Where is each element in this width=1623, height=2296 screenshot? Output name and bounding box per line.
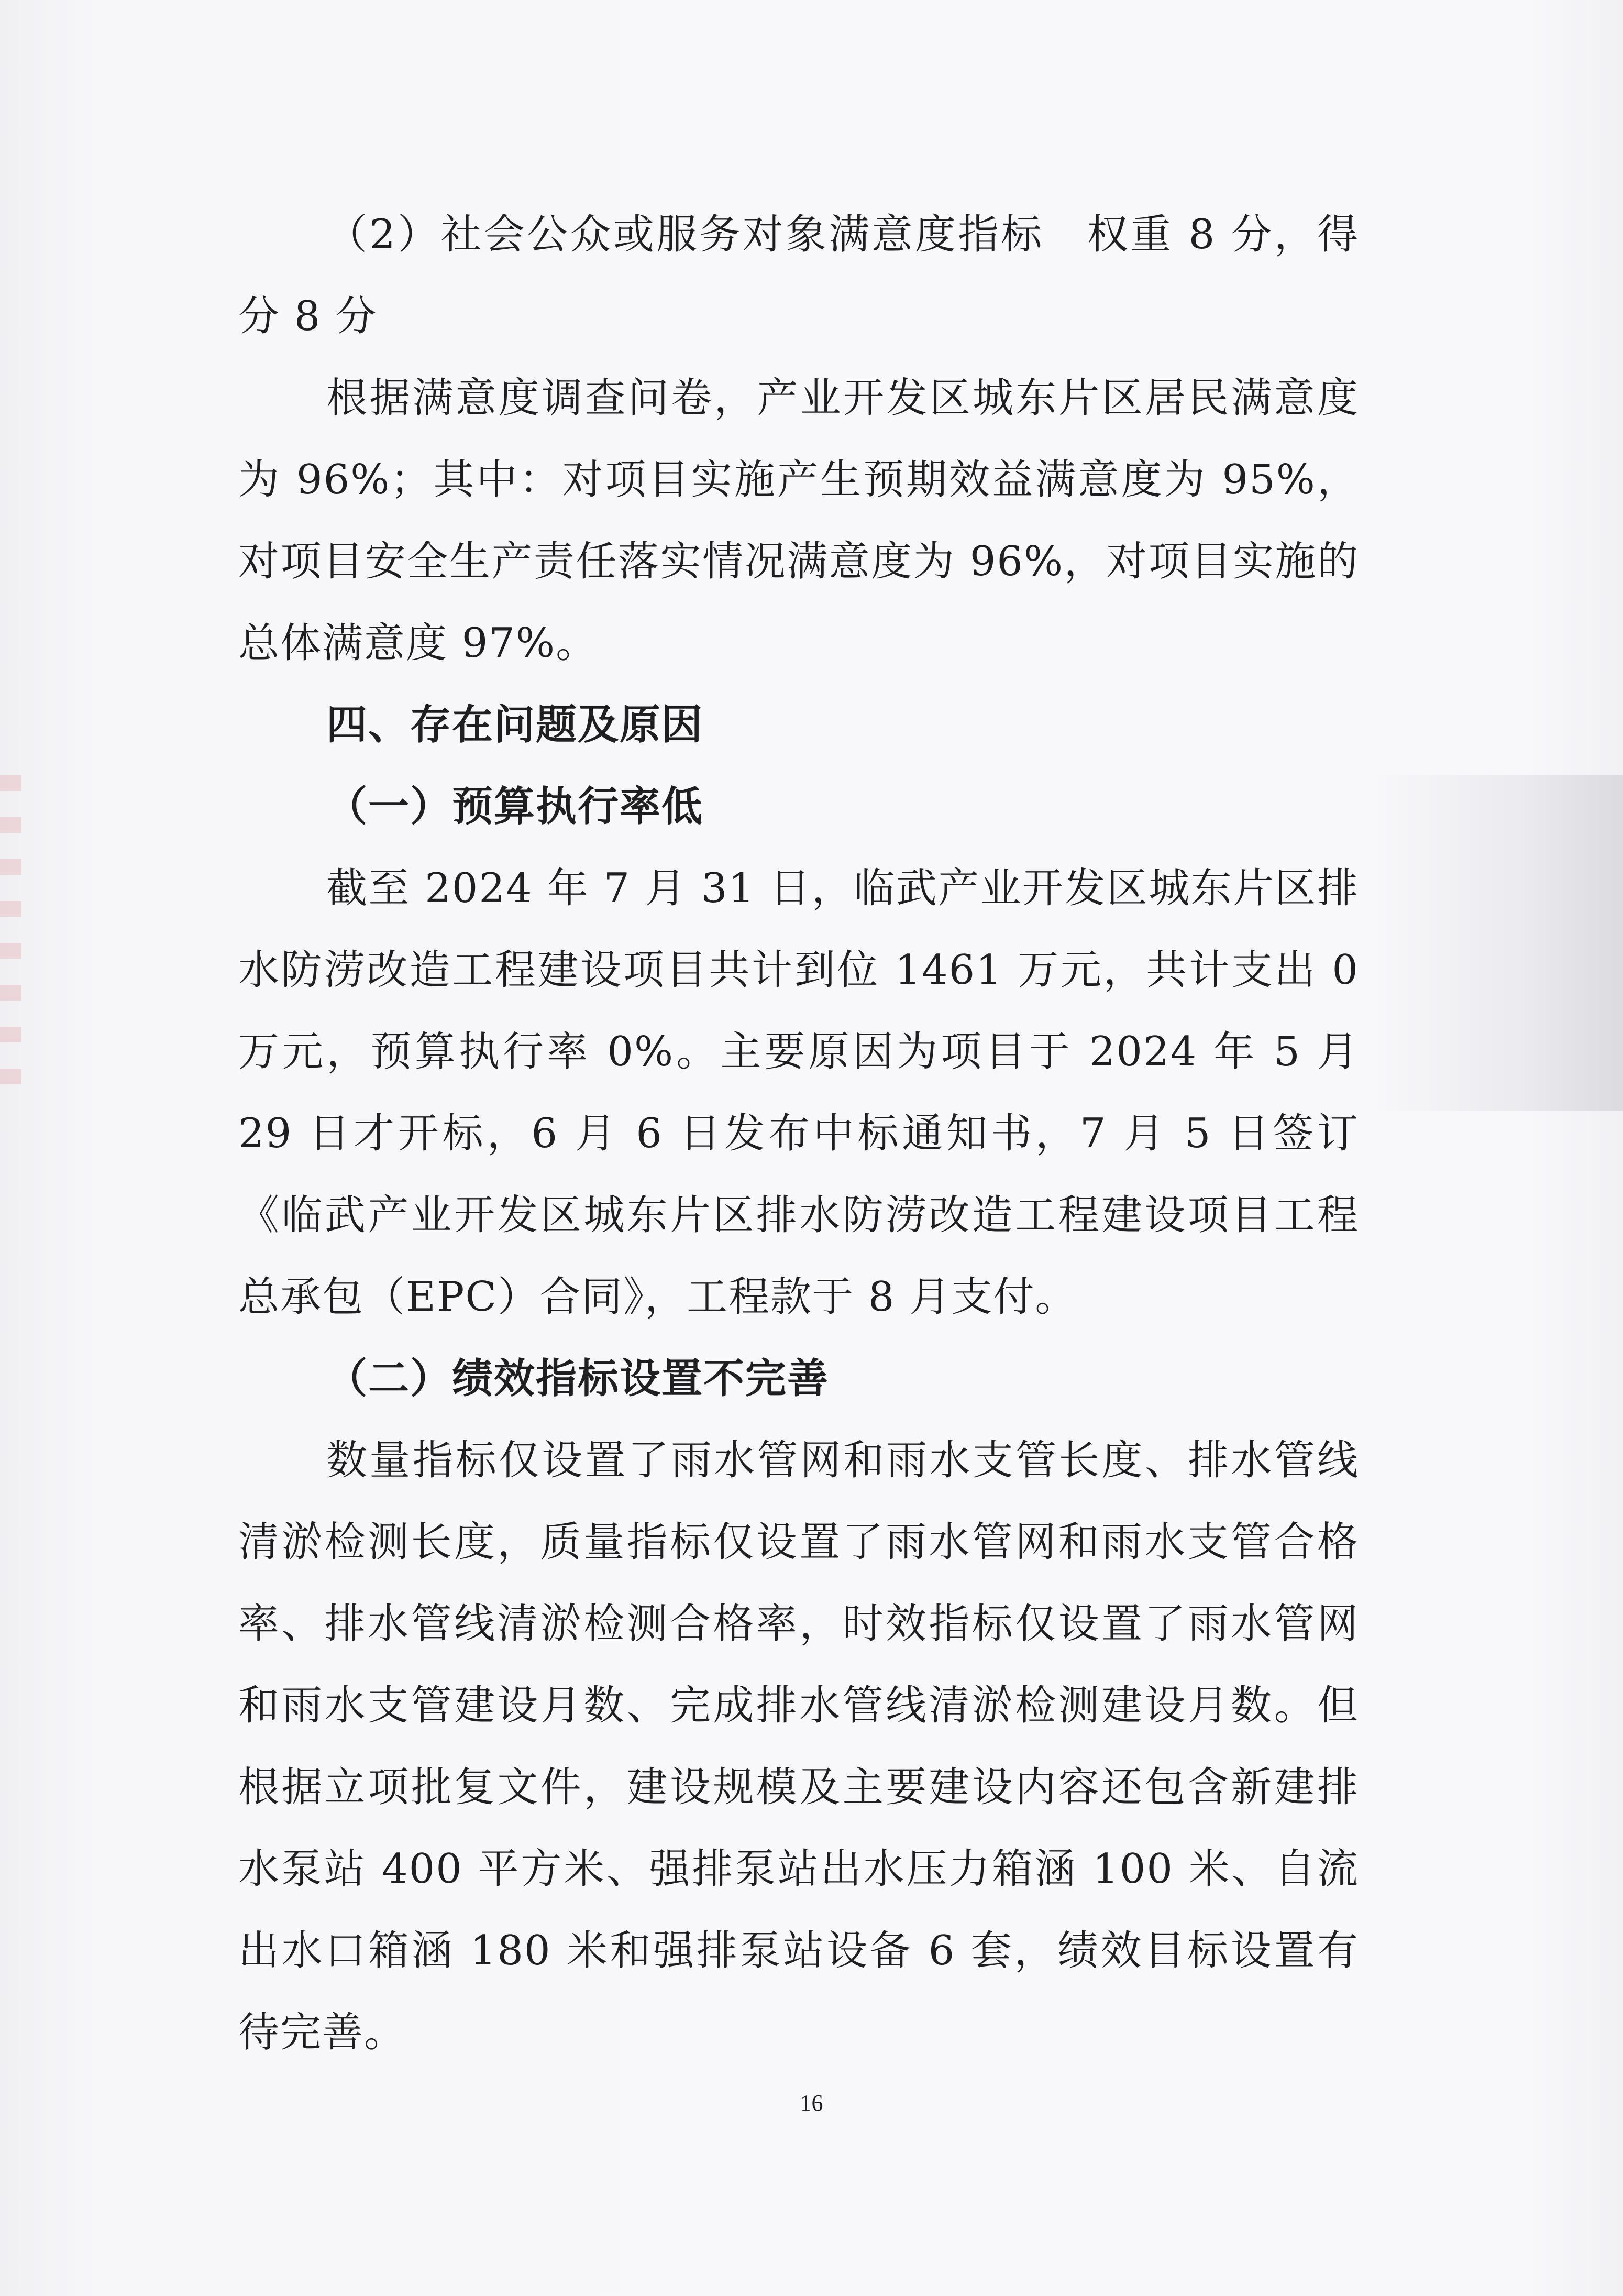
subheading-performance-indicators: （二）绩效指标设置不完善 bbox=[326, 1355, 830, 1402]
subheading-budget-execution: （一）预算执行率低 bbox=[326, 783, 704, 830]
page-content bbox=[238, 194, 1359, 2073]
paragraph-satisfaction-indicator: （2）社会公众或服务对象满意度指标 权重 8 分，得分 8 分 bbox=[238, 211, 1359, 340]
scan-artifact-left bbox=[0, 775, 21, 1111]
page-number: 16 bbox=[800, 2090, 823, 2116]
section-heading-problems: 四、存在问题及原因 bbox=[326, 701, 704, 749]
scan-artifact-right bbox=[1372, 775, 1623, 1111]
paragraph-performance-indicators: 数量指标仅设置了雨水管网和雨水支管长度、排水管线清淤检测长度，质量指标仅设置了雨水管网和雨水支管合格率、排水管线清淤检测合格率，时效指标仅设置了雨水管网和雨水支管建设月数、完成排水管线清淤检测建设月数。但根据立项批复文件，建设规模及主要建设内容还包含新建排水泵站 400 平方米、强排泵站出水压力箱涵 100 米、自流出水口箱涵 180 米和强排泵站设备 6 套，绩效目标设置有待完善。 bbox=[238, 1437, 1359, 2056]
paragraph-satisfaction-survey: 根据满意度调查问卷，产业开发区城东片区居民满意度为 96%；其中：对项目实施产生预期效益满意度为 95%，对项目安全生产责任落实情况满意度为 96%，对项目实施的总体满意度 97%。 bbox=[238, 375, 1359, 667]
paragraph-budget-execution: 截至 2024 年 7 月 31 日，临武产业开发区城东片区排水防涝改造工程建设项目共计到位 1461 万元，共计支出 0 万元，预算执行率 0%。主要原因为项目于 2024 年 5 月 29 日才开标，6 月 6 日发布中标通知书，7 月 5 日签订《临武产业开发区城东片区排水防涝改造工程建设项目工程总承包（EPC）合同》，工程款于 8 月支付。 bbox=[238, 865, 1359, 1321]
